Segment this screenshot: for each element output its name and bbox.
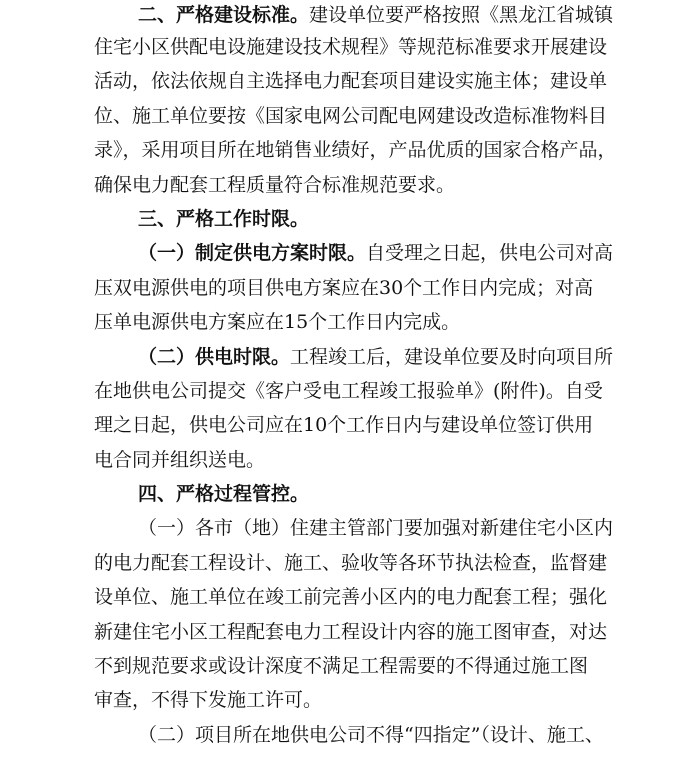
paragraph-line: 不到规范要求或设计深度不满足工程需要的不得通过施工图 [94, 655, 589, 678]
paragraph-line [94, 0, 646, 30]
section-heading-line [94, 202, 646, 236]
paragraph-line: 电合同并组织送电。 [94, 448, 266, 471]
paragraph-line: 审查，不得下发施工许可。 [94, 689, 323, 712]
paragraph-line: 确保电力配套工程质量符合标准规范要求。 [94, 173, 456, 196]
document-body [94, 0, 646, 752]
paragraph-line [94, 340, 646, 374]
paragraph-line: 压双电源供电的项目供电方案应在30个工作日内完成；对高 [94, 276, 594, 299]
paragraph-line: 设单位、施工单位在竣工前完善小区内的电力配套工程；强化 [94, 586, 608, 609]
paragraph-line: 新建住宅小区工程配套电力工程设计内容的施工图审查，对达 [94, 620, 608, 643]
line-text: 工程竣工后，建设单位要及时向项目所 [290, 345, 614, 368]
paragraph-line: 活动，依法依规自主选择电力配套项目建设实施主体；建设单 [94, 70, 608, 93]
paragraph-line: 位、施工单位要按《国家电网公司配电网建设改造标准物料目 [94, 104, 608, 127]
paragraph-line: 录》，采用项目所在地销售业绩好，产品优质的国家合格产品， [94, 139, 617, 162]
paragraph-line: 的电力配套工程设计、施工、验收等各环节执法检查，监督建 [94, 551, 608, 574]
paragraph-line: 压单电源供电方案应在15个工作日内完成。 [94, 311, 461, 334]
section-heading-line [94, 477, 646, 511]
subsection-heading: （二）供电时限。 [138, 345, 291, 368]
paragraph-line [94, 236, 646, 270]
paragraph-line: 在地供电公司提交《客户受电工程竣工报验单》(附件)。自受 [94, 379, 603, 402]
subsection-heading: （一）制定供电方案时限。 [138, 242, 367, 265]
paragraph-line: 住宅小区供配电设施建设技术规程》等规范标准要求开展建设 [94, 36, 608, 58]
section-heading: 二、严格建设标准。 [138, 4, 310, 26]
section-heading: 四、严格过程管控。 [138, 483, 310, 506]
line-text: 建设单位要严格按照《黑龙江省城镇 [309, 4, 614, 26]
section-heading: 三、严格工作时限。 [138, 207, 310, 230]
paragraph-line: 理之日起，供电公司应在10个工作日内与建设单位签订供用 [94, 414, 594, 437]
paragraph-line: （二）项目所在地供电公司不得“四指定”（设计、施工、 [138, 723, 604, 746]
paragraph-line: （一）各市（地）住建主管部门要加强对新建住宅小区内 [138, 517, 614, 540]
line-text: 自受理之日起，供电公司对高 [366, 242, 614, 265]
